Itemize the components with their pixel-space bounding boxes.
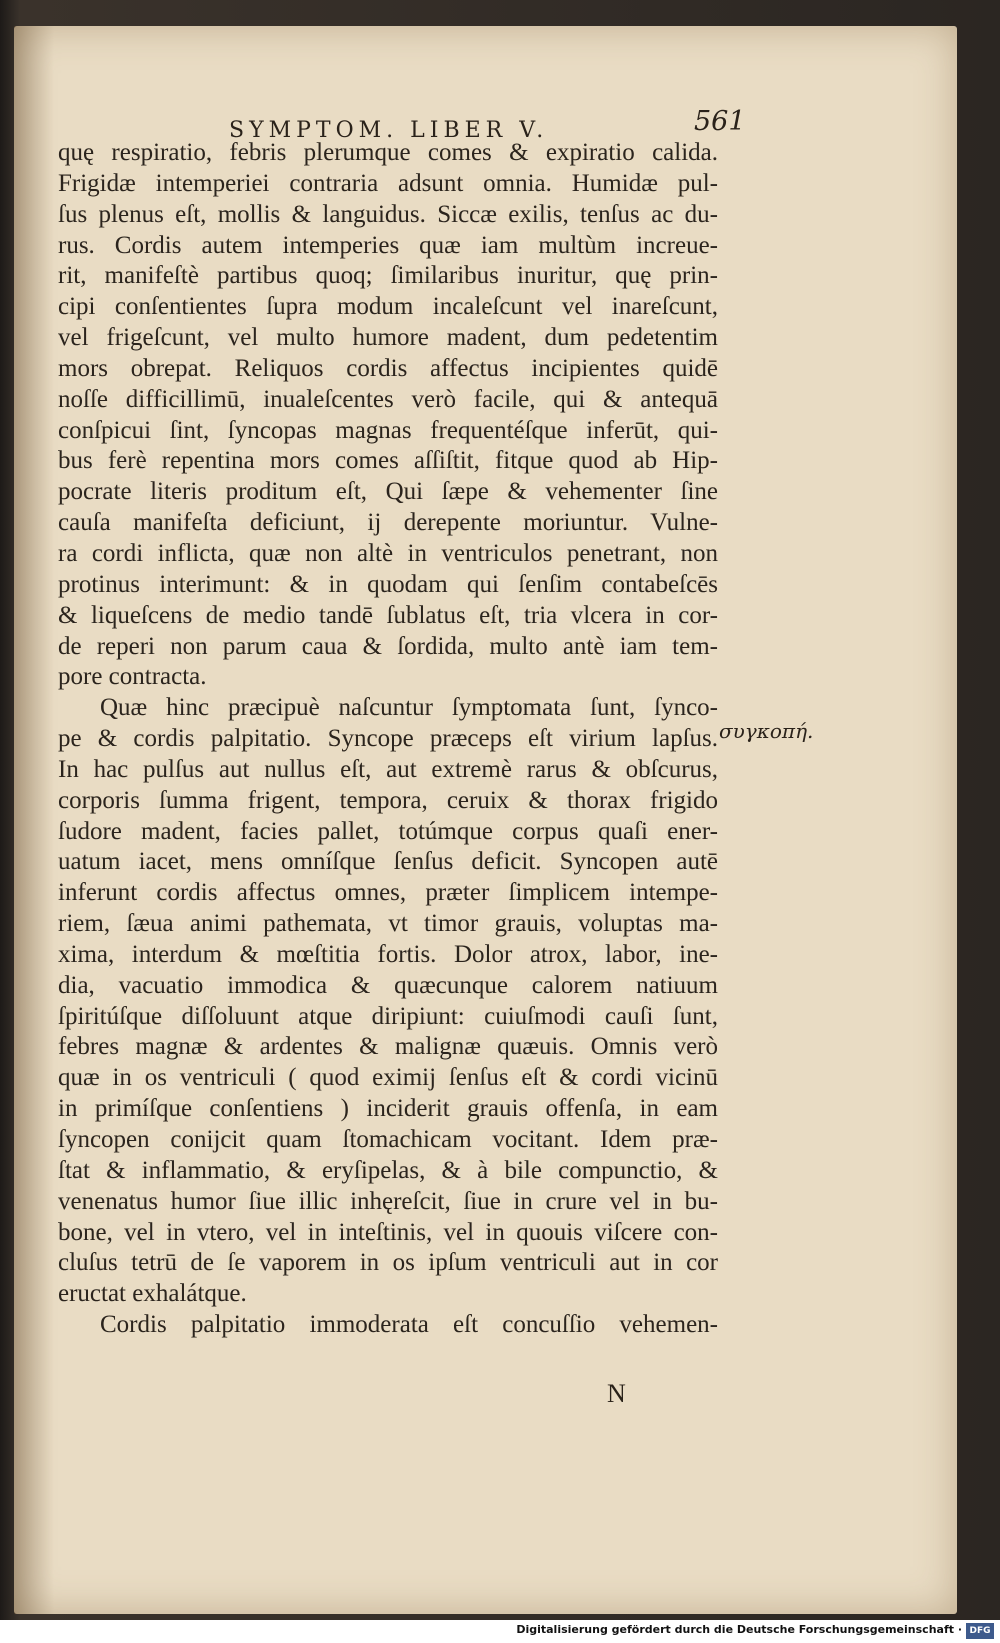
- text-line: riem, ſæua animi pathemata, vt timor grauis, voluptas ma-: [58, 910, 718, 938]
- signature-mark: N: [607, 1379, 626, 1408]
- dfg-logo: DFG: [966, 1623, 994, 1639]
- text-line: noſſe difficillimū, inualeſcentes verò facile, qui & antequā: [58, 385, 718, 413]
- text-line: & liqueſcens de medio tandē ſublatus eſt, tria vlcera in cor-: [58, 601, 718, 629]
- text-line: bone, vel in vtero, vel in inteſtinis, vel in quouis viſcere con-: [58, 1218, 718, 1246]
- text-line: venenatus humor ſiue illic inhęreſcit, ſiue in crure vel in bu-: [58, 1187, 718, 1215]
- text-line: rit, manifeſtè partibus quoq; ſimilaribus inuritur, quę prin-: [58, 262, 718, 290]
- text-line: ſudore madent, facies pallet, totúmque corpus quaſi ener-: [58, 817, 718, 845]
- book-page: [14, 26, 957, 1614]
- text-line: quę respiratio, febris plerumque comes & expiratio calida.: [58, 139, 718, 166]
- text-line: cauſa manifeſta deficiunt, ij derepente moriuntur. Vulne-: [58, 509, 718, 537]
- text-line: In hac pulſus aut nullus eſt, aut extremè rarus & obſcurus,: [58, 755, 718, 783]
- text-line: mors obrepat. Reliquos cordis affectus incipientes quidē: [58, 354, 718, 382]
- text-line: quæ in os ventriculi ( quod eximij ſenſus eſt & cordi vicinū: [58, 1064, 718, 1092]
- text-line: bus ferè repentina mors comes aſſiſtit, fitque quod ab Hip-: [58, 447, 718, 475]
- text-line: eructat exhalátque.: [58, 1280, 247, 1308]
- funding-credit: Digitalisierung gefördert durch die Deutsche Forschungsgemeinschaft ·: [516, 1623, 962, 1636]
- marginal-note: συγκοπή.: [719, 719, 814, 743]
- text-line: conſpicui ſint, ſyncopas magnas frequentéſque inferūt, qui-: [58, 416, 718, 444]
- text-line: cipi conſentientes ſupra modum incaleſcunt vel inareſcunt,: [58, 293, 718, 321]
- text-line: pocrate literis proditum eſt, Qui ſæpe & vehementer ſine: [58, 478, 718, 506]
- page-number: 561: [694, 106, 746, 137]
- text-line: inferunt cordis affectus omnes, præter ſimplicem intempe-: [58, 879, 718, 907]
- text-line: ſpiritúſque diſſoluunt atque diripiunt: cuiuſmodi cauſi ſunt,: [58, 1002, 718, 1030]
- text-line: ſyncopen conijcit quam ſtomachicam vocitant. Idem præ-: [58, 1126, 718, 1153]
- text-line: cluſus tetrū de ſe vaporem in os ipſum ventriculi aut in cor: [58, 1249, 718, 1277]
- text-line: dia, vacuatio immodica & quæcunque calorem natiuum: [58, 971, 718, 999]
- paragraph-start-line: Quæ hinc præcipuè naſcuntur ſymptomata ſunt, ſynco-: [100, 694, 718, 722]
- text-line: in primíſque conſentiens ) inciderit grauis offenſa, in eam: [58, 1095, 718, 1123]
- text-line: pe & cordis palpitatio. Syncope præceps eſt virium lapſus.: [58, 725, 718, 753]
- text-line: vel frigeſcunt, vel multo humore madent, dum pedetentim: [58, 324, 718, 352]
- paragraph-start-line: Cordis palpitatio immoderata eſt concuſſio vehemen-: [100, 1311, 718, 1339]
- text-line: corporis ſumma frigent, tempora, ceruix & thorax frigido: [58, 786, 718, 814]
- running-head: SYMPTOM. LIBER V.: [229, 118, 549, 143]
- text-line: uatum iacet, mens omníſque ſenſus deficit. Syncopen autē: [58, 848, 718, 876]
- text-line: protinus interimunt: & in quodam qui ſenſim contabeſcēs: [58, 570, 718, 598]
- text-line: Frigidæ intemperiei contraria adsunt omnia. Humidæ pul-: [58, 169, 718, 197]
- text-line: xima, interdum & mœſtitia fortis. Dolor atrox, labor, ine-: [58, 940, 718, 968]
- text-line: rus. Cordis autem intemperies quæ iam multùm increue-: [58, 231, 718, 259]
- main-text: [58, 138, 718, 1341]
- text-line: ra cordi inflicta, quæ non altè in ventriculos penetrant, non: [58, 539, 718, 567]
- text-line: ſtat & inflammatio, & eryſipelas, & à bile compunctio, &: [58, 1156, 718, 1184]
- text-line: febres magnæ & ardentes & malignæ quæuis. Omnis verò: [58, 1033, 718, 1061]
- text-line: ſus plenus eſt, mollis & languidus. Siccæ exilis, tenſus ac du-: [58, 200, 718, 228]
- footer-bar: [0, 1620, 1000, 1643]
- text-line: pore contracta.: [58, 663, 207, 691]
- text-line: de reperi non parum caua & ſordida, multo antè iam tem-: [58, 632, 718, 660]
